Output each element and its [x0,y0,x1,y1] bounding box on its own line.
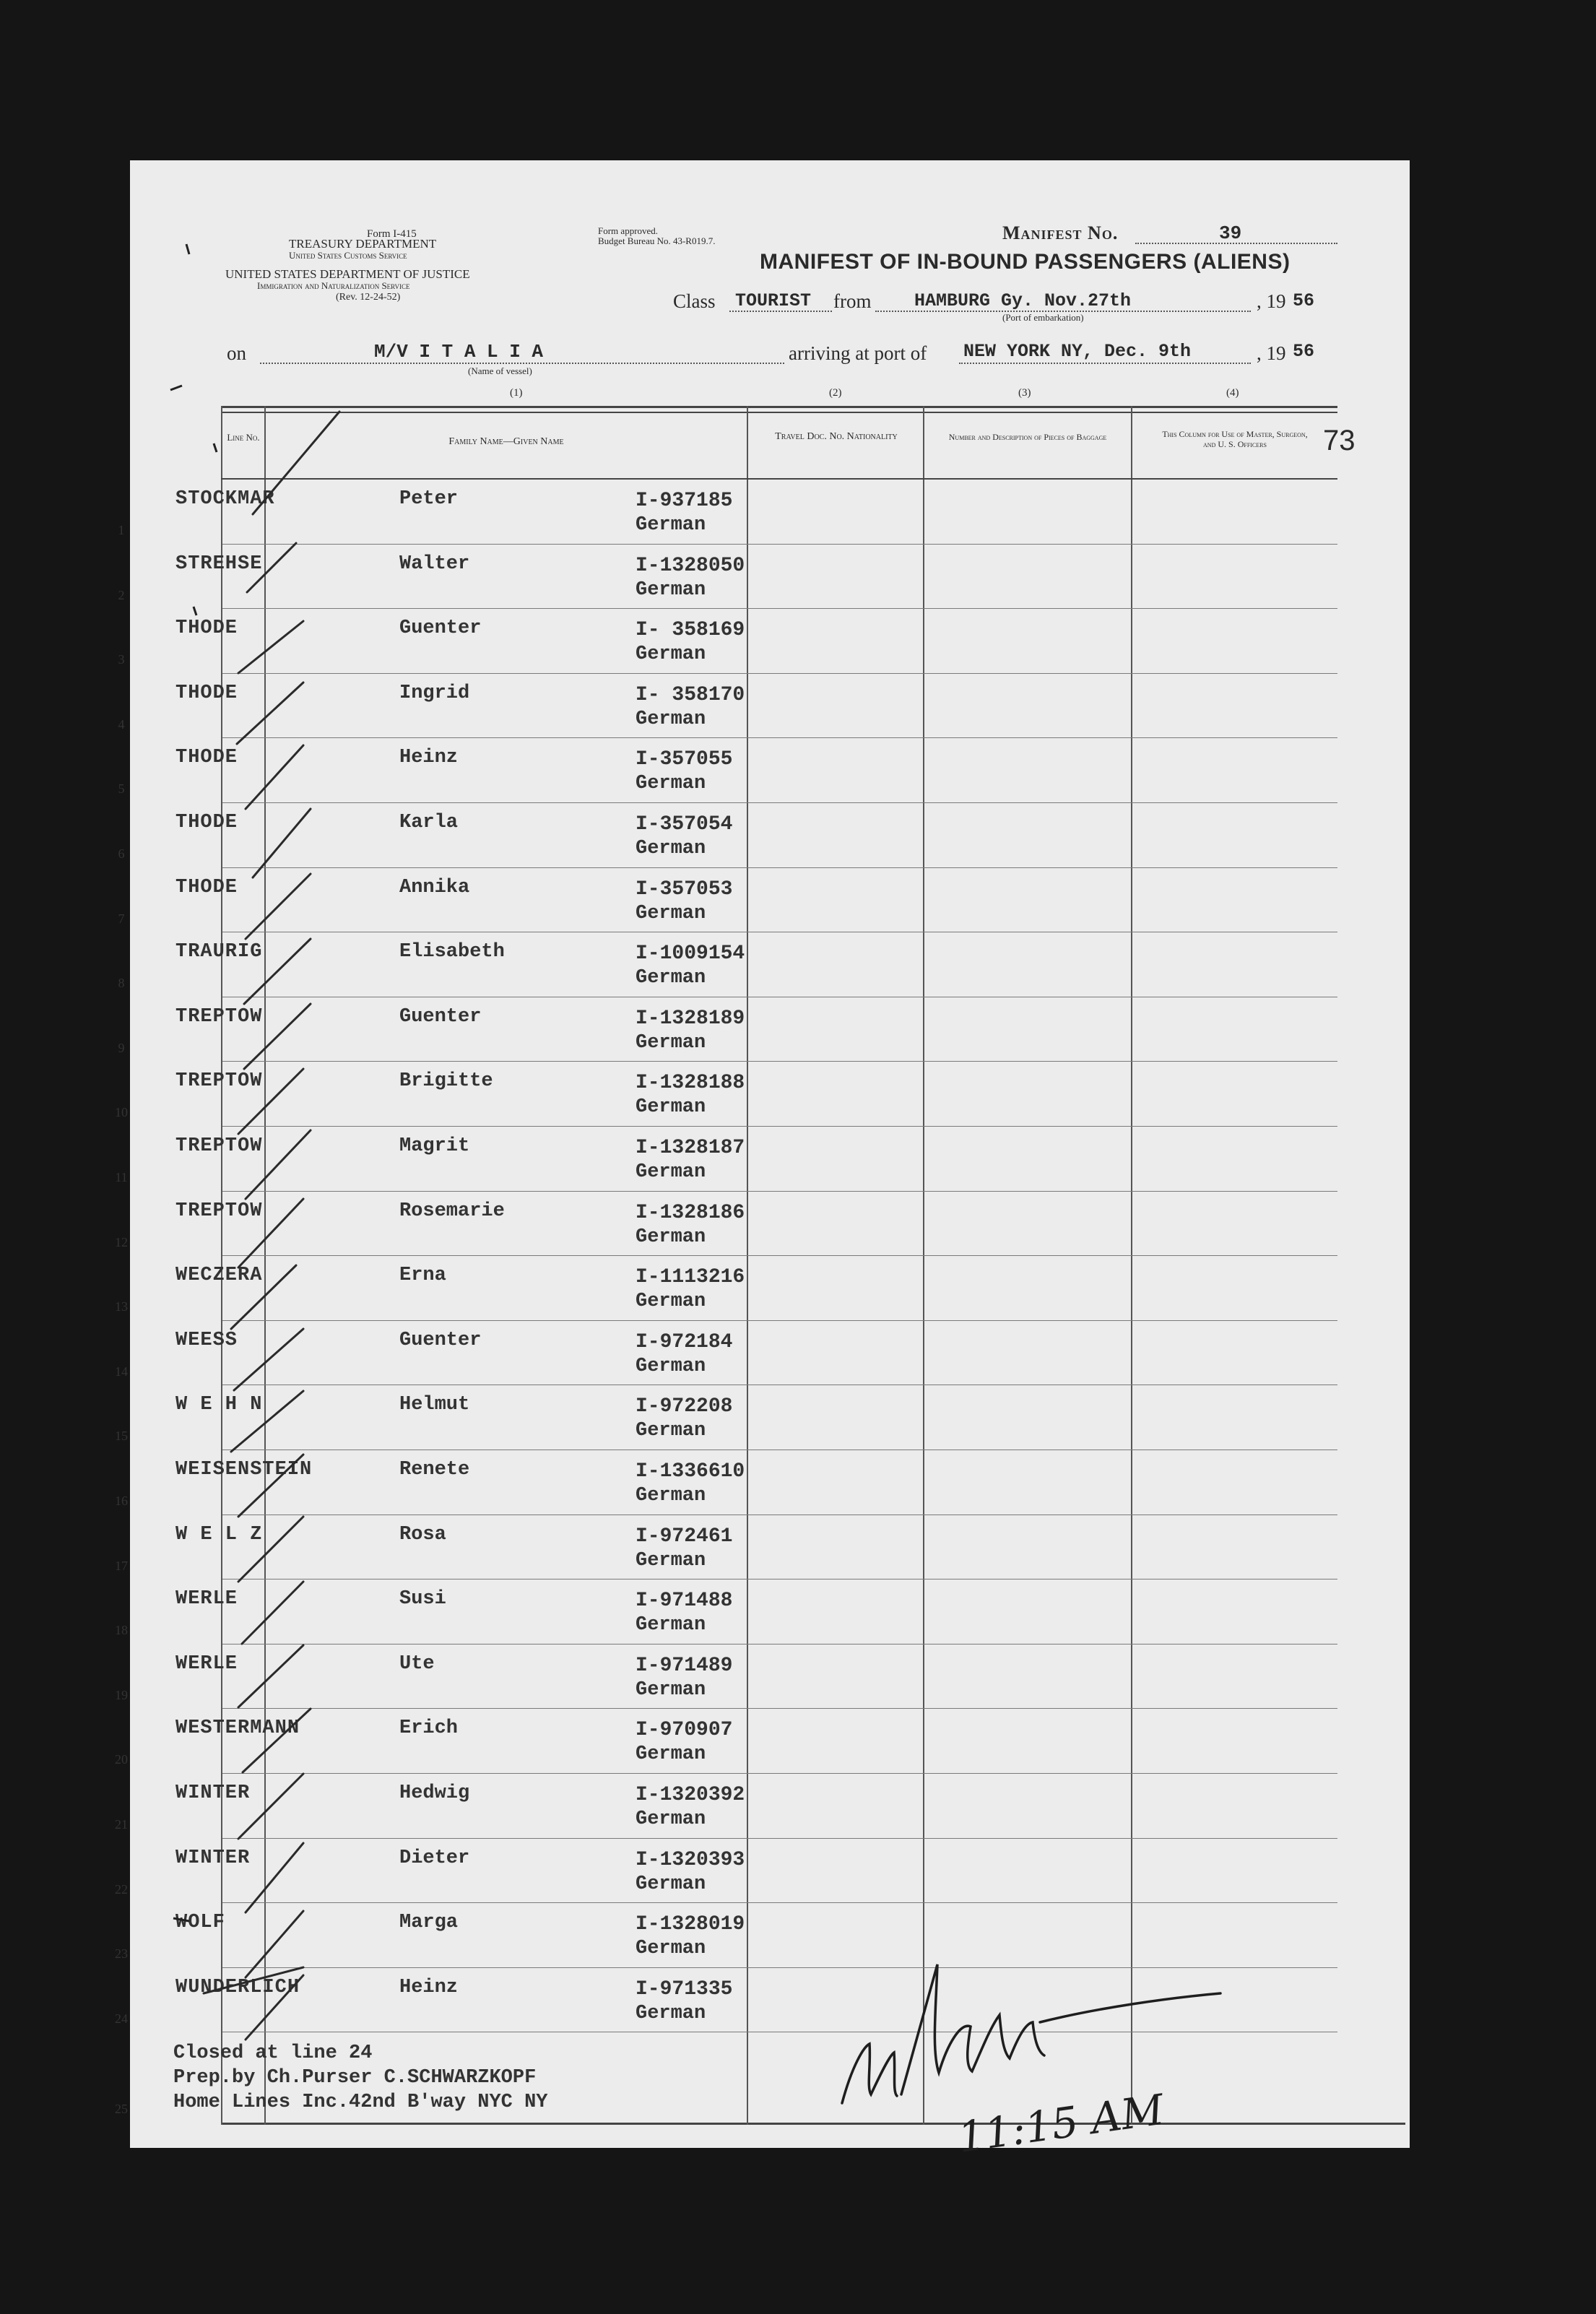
check-marks [204,412,339,2040]
prepared-by: Prep.by Ch.Purser C.SCHWARZKOPF [173,2067,537,2089]
port-of-embarkation-note: (Port of embarkation) [1002,312,1084,323]
travel-doc-number: I-971488 [636,1590,733,1613]
nationality: German [636,1678,706,1701]
travel-doc-number: I-357053 [636,878,733,901]
line-number: 21 [115,1817,128,1832]
family-name: TREPTOW [175,1005,263,1028]
nationality: German [636,1873,706,1895]
travel-doc-number: I-970907 [636,1719,733,1742]
line-number: 11 [115,1170,128,1184]
nationality: German [636,1808,706,1830]
line-number: 18 [115,1623,128,1638]
handwritten-time: 11:15 AM [955,2084,1168,2162]
given-name: Ingrid [399,682,470,704]
family-name: WECZERA [175,1265,263,1287]
travel-doc-number: I-937185 [636,490,733,512]
revision-date: (Rev. 12-24-52) [336,292,401,303]
travel-doc-number: I-1336610 [636,1460,745,1483]
page-number: 73 [1323,425,1356,456]
line-number-25: 25 [115,2102,128,2116]
given-name: Heinz [399,747,459,769]
company-address: Home Lines Inc.42nd B'way NYC NY [173,2092,548,2113]
page-title: MANIFEST OF IN-BOUND PASSENGERS (ALIENS) [760,250,1291,274]
treasury-department: TREASURY DEPARTMENT [289,237,437,251]
year-prefix-2: , 19 [1257,342,1286,364]
line-number: 12 [115,1234,128,1249]
nationality: German [636,1031,706,1054]
given-name: Heinz [399,1976,459,1998]
travel-doc-number: I-1009154 [636,942,745,966]
class-value: TOURIST [735,290,812,311]
given-name: Brigitte [399,1070,493,1093]
line-number: 10 [115,1105,128,1120]
line-number: 16 [115,1494,128,1508]
line-number: 20 [115,1752,128,1767]
family-name: WEESS [175,1329,238,1351]
header-line-no: Line No. [227,432,260,443]
line-number: 9 [118,1040,125,1055]
travel-doc-number: I-971335 [636,1977,733,2001]
nationality: German [636,1743,706,1766]
nationality: German [636,578,706,601]
nationality: German [636,1161,706,1183]
family-name: THODE [175,618,238,640]
given-name: Magrit [399,1135,470,1157]
nationality: German [636,514,706,536]
family-name: THODE [175,812,238,833]
line-number: 24 [115,2011,128,2026]
given-name: Dieter [399,1847,470,1869]
given-name: Ute [399,1652,435,1675]
family-name: WINTER [175,1782,251,1804]
form-number: Form I-415 [367,228,417,240]
line-number: 2 [118,587,125,602]
family-name: TREPTOW [175,1135,263,1157]
line-number: 6 [118,846,125,861]
travel-doc-number: I-972184 [636,1330,733,1353]
line-number: 7 [118,911,125,926]
line-number: 19 [115,1687,128,1702]
travel-doc-number: I-1328186 [636,1201,745,1224]
nationality: German [636,1614,706,1637]
travel-doc-number: I-1113216 [636,1266,745,1289]
header-travel-doc: Travel Doc. No. Nationality [775,431,898,442]
line-number: 4 [118,716,125,732]
given-name: Rosa [399,1523,446,1546]
family-name: W E L Z [175,1523,263,1546]
col-num-2: (2) [829,387,842,399]
header-family-name: Family Name—Given Name [448,436,564,447]
arriving-label: arriving at port of [789,342,927,364]
travel-doc-number: I- 358170 [636,683,745,706]
year-prefix-1: , 19 [1257,290,1286,312]
given-name: Marga [399,1912,459,1934]
family-name: WINTER [175,1847,251,1869]
manifest-no-label: Manifest No. [1002,222,1119,243]
arrival-year: 56 [1293,341,1315,362]
vessel-name: M/V I T A L I A [374,341,544,363]
family-name: THODE [175,747,238,769]
from-value: HAMBURG Gy. Nov.27th [914,290,1132,311]
given-name: Guenter [399,618,482,640]
line-number: 1 [118,523,125,537]
given-name: Rosemarie [399,1200,505,1222]
travel-doc-number: I-1328189 [636,1007,745,1030]
header-baggage: Number and Description of Pieces of Baggage [948,432,1107,442]
nationality: German [636,1355,706,1377]
line-number: 22 [115,1881,128,1897]
nationality: German [636,1485,706,1507]
family-name: THODE [175,876,238,898]
manifest-number: 39 [1219,222,1242,244]
family-name: WERLE [175,1588,238,1611]
nationality: German [636,967,706,989]
arrival-port-value: NEW YORK NY, Dec. 9th [963,341,1192,362]
col-num-3: (3) [1018,387,1031,399]
family-name: WUNDERLICH [175,1976,300,1998]
line-number: 14 [115,1364,128,1379]
given-name: Renete [399,1459,470,1481]
line-number: 13 [115,1299,128,1314]
travel-doc-number: I-972461 [636,1525,733,1548]
on-label: on [227,342,246,364]
family-name: TRAURIG [175,941,263,963]
justice-department: UNITED STATES DEPARTMENT OF JUSTICE [225,267,470,281]
nationality: German [636,838,706,859]
line-number: 17 [115,1558,128,1573]
budget-bureau-no: Budget Bureau No. 43-R019.7. [598,235,716,246]
family-name: WOLF [175,1912,225,1934]
given-name: Erich [399,1717,459,1740]
family-name: TREPTOW [175,1070,263,1093]
nationality: German [636,1226,706,1248]
travel-doc-number: I-1328019 [636,1913,745,1936]
nationality: German [636,773,706,795]
officer-signature [842,1964,1220,2103]
from-label: from [833,290,872,312]
form-approved: Form approved. [598,225,659,236]
given-name: Karla [399,812,459,833]
nationality: German [636,708,706,730]
travel-doc-number: I-971489 [636,1654,733,1677]
line-number: 3 [118,652,125,667]
family-name: THODE [175,682,238,704]
nationality: German [636,644,706,666]
family-name: WESTERMANN [175,1717,300,1740]
line-number: 23 [115,1946,128,1962]
received-time [955,2084,1168,2162]
immigration-service: Immigration and Naturalization Service [257,280,410,291]
nationality: German [636,1291,706,1313]
header-officers: This Column for Use of Master, Surgeon, and U. S. Officers [1162,429,1308,449]
nationality: German [636,1549,706,1572]
closed-at-line: Closed at line 24 [173,2042,373,2064]
travel-doc-number: I-972208 [636,1395,733,1418]
line-number: 15 [115,1429,128,1444]
customs-service: United States Customs Service [289,250,407,261]
given-name: Guenter [399,1005,482,1028]
travel-doc-number: I-1320392 [636,1784,745,1806]
travel-doc-number: I-1328187 [636,1137,745,1159]
given-name: Walter [399,552,470,575]
nationality: German [636,1420,706,1442]
travel-doc-number: I-357054 [636,813,733,836]
line-number: 8 [118,976,125,991]
travel-doc-number: I-1320393 [636,1848,745,1871]
class-label: Class [673,290,716,312]
family-name: STOCKMAR [175,488,275,510]
nationality: German [636,1938,706,1960]
family-name: TREPTOW [175,1200,263,1222]
line-number: 5 [118,781,125,797]
given-name: Guenter [399,1329,482,1351]
col-num-1: (1) [510,387,523,399]
vessel-name-note: (Name of vessel) [468,365,532,376]
travel-doc-number: I-357055 [636,748,733,771]
travel-doc-number: I- 358169 [636,619,745,642]
nationality: German [636,2002,706,2024]
departure-year: 56 [1293,290,1315,311]
given-name: Elisabeth [399,941,505,963]
given-name: Susi [399,1588,446,1611]
given-name: Helmut [399,1394,470,1416]
given-name: Erna [399,1265,446,1287]
nationality: German [636,902,706,924]
given-name: Hedwig [399,1782,470,1804]
nationality: German [636,1096,706,1119]
given-name: Peter [399,488,459,510]
travel-doc-number: I-1328188 [636,1072,745,1095]
col-num-4: (4) [1226,387,1239,399]
family-name: W E H N [175,1394,263,1416]
given-name: Annika [399,876,470,898]
family-name: WEISENSTEIN [175,1459,313,1481]
family-name: STREHSE [175,552,263,575]
travel-doc-number: I-1328050 [636,554,745,577]
margin-marks [170,244,217,1921]
family-name: WERLE [175,1652,238,1675]
